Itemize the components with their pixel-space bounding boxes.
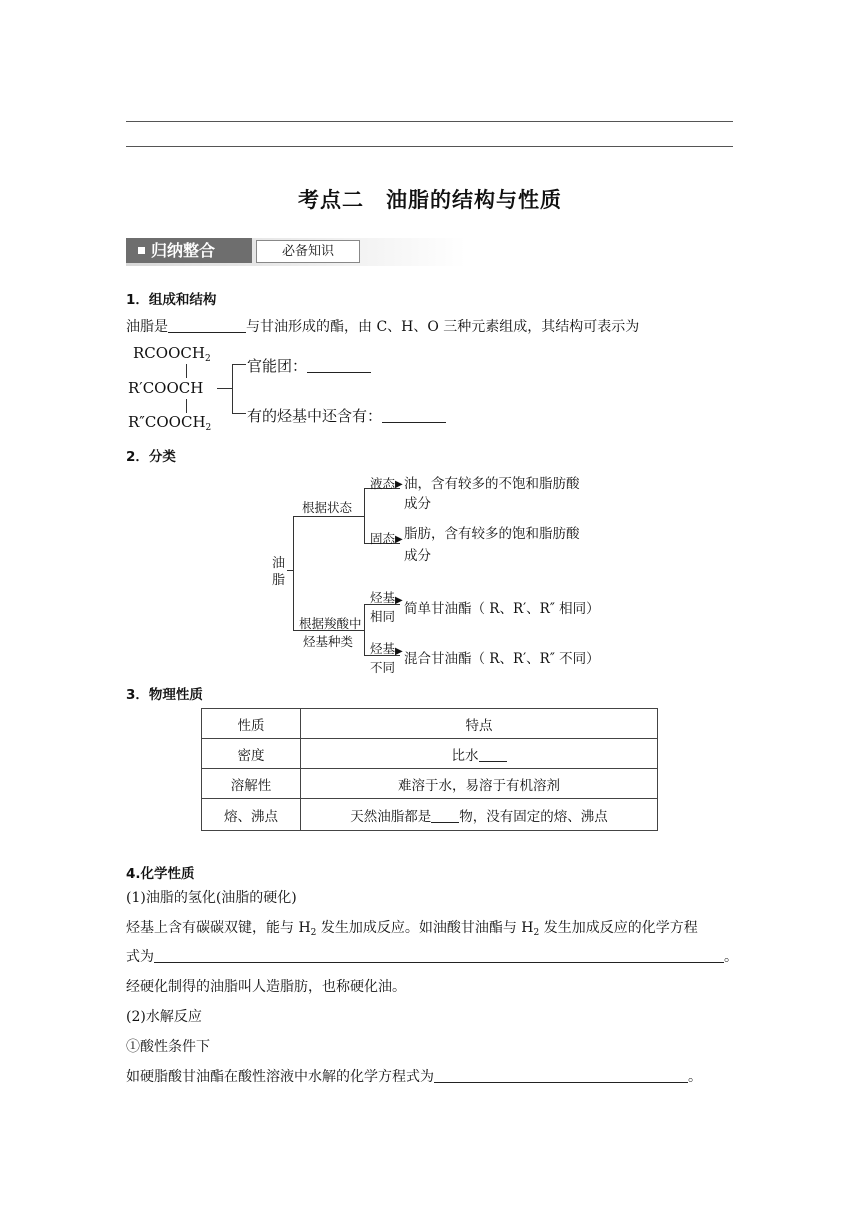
h2-sub-1: 2	[310, 928, 317, 938]
formula-row-1	[133, 344, 211, 364]
s1-sentence-a: 油脂是	[126, 319, 168, 335]
square-icon	[138, 247, 145, 254]
acid-split	[364, 604, 365, 656]
s1-sentence-b: 与甘油形成的酯，由 C、H、O 三种元素组成，其结构可表示为	[246, 319, 640, 335]
formula-branch-1	[247, 355, 371, 376]
tree-root-2: 脂	[272, 573, 286, 588]
formula-r2: R′COOCH	[128, 379, 204, 397]
formula-bracket-vertical	[232, 364, 233, 414]
line2-end: 。	[724, 949, 738, 965]
s4-line2	[126, 946, 738, 966]
line2-a: 式为	[126, 949, 154, 965]
same-label-1: 烃基	[370, 590, 396, 605]
diff-desc: 混合甘油酯（ R、R′、R″ 不同）	[404, 651, 600, 667]
line4-end: 。	[688, 1069, 702, 1085]
formula-branch-2	[247, 405, 446, 426]
table-row	[202, 739, 658, 769]
formula-sub-3: 2	[205, 423, 212, 433]
h2-sub-2: 2	[533, 928, 540, 938]
diff-label-1: 烃基	[370, 641, 396, 656]
table-header-cell: 性质	[202, 709, 301, 739]
s4-line3: 经硬化制得的油脂叫人造脂肪，也称硬化油。	[126, 979, 406, 995]
blank-hydrogenation-equation[interactable]	[154, 948, 724, 963]
banner-right: 必备知识	[256, 240, 360, 263]
s4-line4	[126, 1066, 702, 1086]
diff-label-2: 不同	[370, 660, 396, 675]
branch2-label: 有的烃基中还含有：	[247, 407, 383, 425]
solid-label: 固态	[370, 531, 396, 546]
section-title: 考点二 油脂的结构与性质	[298, 188, 562, 212]
s2-heading: 2．分类	[126, 449, 176, 465]
line1-c: 发生加成反应的化学方程	[539, 920, 698, 936]
formula-connector	[217, 388, 232, 389]
blank-hydrocarbon-group[interactable]	[382, 408, 446, 423]
s4-line1	[126, 917, 698, 938]
melt-tail: 物，没有固定的熔、沸点	[459, 808, 608, 825]
banner-left	[126, 238, 252, 263]
arrow-head-same: ▶	[395, 595, 403, 606]
s4-acid: ①酸性条件下	[126, 1039, 210, 1055]
table-cell	[301, 739, 658, 769]
same-label-2: 相同	[370, 609, 396, 624]
line1-b: 发生加成反应。如油酸甘油酯与 H	[316, 920, 534, 936]
solid-desc-1: 脂肪，含有较多的饱和脂肪酸	[404, 526, 580, 542]
table-row	[202, 769, 658, 799]
formula-sub-1: 2	[204, 354, 211, 364]
blank-melt[interactable]	[431, 808, 459, 823]
s4-sub1: (1)油脂的氢化(油脂的硬化)	[126, 890, 297, 906]
blank-functional-group[interactable]	[307, 358, 371, 373]
s3-heading: 3．物理性质	[126, 687, 203, 703]
formula-r3: R″COOCH	[128, 413, 206, 431]
table-row	[202, 799, 658, 831]
section-banner	[126, 238, 466, 266]
arrow-head-diff: ▶	[395, 646, 403, 657]
formula-bond-2	[186, 399, 187, 413]
physical-properties-table	[201, 708, 658, 831]
table-cell: 难溶于水，易溶于有机溶剂	[301, 769, 658, 799]
table-header-row	[202, 709, 658, 739]
solid-desc-2: 成分	[404, 548, 431, 564]
header-rule-top	[126, 121, 733, 122]
line1-a: 烃基上含有碳碳双键，能与 H	[126, 920, 311, 936]
s1-heading: 1．组成和结构	[126, 292, 217, 308]
table-header-cell: 特点	[301, 709, 658, 739]
table-cell	[301, 799, 658, 831]
s1-blank-acid[interactable]	[168, 318, 246, 333]
by-acid-label-2: 烃基种类	[303, 634, 354, 649]
formula-bond-1	[186, 364, 187, 378]
density-text: 比水	[451, 747, 479, 764]
state-split	[364, 488, 365, 544]
tree-trunk	[293, 516, 294, 631]
banner-left-label: 归纳整合	[151, 241, 216, 260]
line4-a: 如硬脂酸甘油酯在酸性溶液中水解的化学方程式为	[126, 1069, 434, 1085]
tree-branch-state	[293, 516, 364, 517]
tree-root-1: 油	[272, 556, 286, 571]
formula-bracket-bottom	[232, 413, 246, 414]
melt-text: 天然油脂都是	[350, 808, 432, 825]
table-cell: 溶解性	[202, 769, 301, 799]
formula-bracket-top	[232, 364, 246, 365]
table-cell: 密度	[202, 739, 301, 769]
formula-row-3	[128, 413, 211, 433]
formula-row-2	[128, 379, 203, 397]
header-rule-bottom	[126, 146, 733, 147]
by-acid-label-1: 根据羧酸中	[299, 616, 362, 631]
liquid-desc-2: 成分	[404, 496, 431, 512]
s1-sentence	[126, 316, 639, 336]
blank-density[interactable]	[479, 747, 507, 762]
liquid-desc-1: 油，含有较多的不饱和脂肪酸	[404, 476, 580, 492]
formula-r1: RCOOCH	[133, 344, 205, 362]
s4-sub2: (2)水解反应	[126, 1009, 202, 1025]
s4-heading: 4.化学性质	[126, 866, 195, 882]
blank-hydrolysis-equation[interactable]	[434, 1068, 688, 1083]
liquid-label: 液态	[370, 476, 396, 491]
branch1-label: 官能团：	[247, 357, 308, 375]
same-desc: 简单甘油酯（ R、R′、R″ 相同）	[404, 601, 600, 617]
table-cell: 熔、沸点	[202, 799, 301, 831]
arrow-head-solid: ▶	[395, 534, 403, 545]
arrow-head-liquid: ▶	[395, 479, 403, 490]
by-state-label: 根据状态	[302, 500, 353, 515]
